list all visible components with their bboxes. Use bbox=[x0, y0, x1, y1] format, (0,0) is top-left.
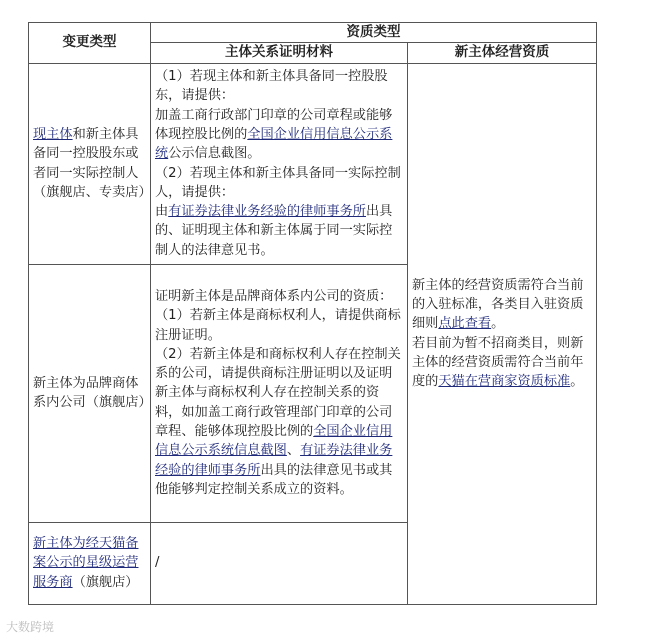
current-entity-link[interactable]: 现主体 bbox=[33, 127, 73, 142]
relation-proof-cell bbox=[151, 63, 408, 264]
change-type-cell bbox=[29, 522, 151, 604]
header-change-type: 变更类型 bbox=[29, 23, 151, 64]
header-qual-type: 资质类型 bbox=[151, 23, 597, 43]
proof-paragraph: （1）若新主体是商标权利人，请提供商标注册证明。 bbox=[155, 308, 401, 343]
watermark: 大数跨境 bbox=[6, 620, 55, 634]
credit-system-link[interactable]: 全国企业信用信息公示系统 bbox=[155, 127, 393, 162]
text-run: 新主体的经营资质需符合当前的入驻标准，各类目入驻资质细则 bbox=[412, 277, 584, 332]
table-row bbox=[29, 63, 597, 264]
view-details-link[interactable]: 点此查看 bbox=[438, 316, 492, 332]
proof-paragraph: （1）若现主体和新主体具备同一控股股东，请提供： bbox=[155, 69, 388, 104]
change-type-cell bbox=[29, 264, 151, 522]
proof-paragraph bbox=[155, 345, 403, 499]
change-type-cell bbox=[29, 63, 151, 264]
tmall-standard-link[interactable]: 天猫在营商家资质标准 bbox=[438, 374, 571, 390]
header-business-qual: 新主体经营资质 bbox=[408, 43, 597, 63]
proof-paragraph: （2）若现主体和新主体具备同一实际控制人，请提供： bbox=[155, 165, 401, 200]
text-run: 出具的法律意见书或其他能够判定控制关系成立的资料。 bbox=[155, 462, 393, 497]
text-run: 、 bbox=[286, 443, 301, 459]
proof-paragraph: 证明新主体是品牌商体系内公司的资质： bbox=[155, 288, 393, 304]
relation-proof-cell bbox=[151, 264, 408, 522]
text-run: 由 bbox=[155, 204, 169, 220]
text-run: （2）若新主体是和商标权利人存在控制关系的公司，请提供商标注册证明以及证明新主体与商标权利人存在控制关系的资料，如加盖工商行政管理部门印章的公司章程、能够体现控股比例的 bbox=[155, 346, 401, 440]
proof-paragraph bbox=[155, 202, 403, 260]
proof-paragraph bbox=[155, 106, 403, 164]
law-firm-link[interactable]: 有证券法律业务经验的律师事务所 bbox=[155, 443, 393, 478]
empty-value: / bbox=[155, 555, 160, 571]
text-run: 。 bbox=[491, 316, 505, 332]
change-type-text: （旗舰店） bbox=[72, 574, 139, 590]
business-qual-cell bbox=[408, 63, 597, 604]
text-run: 加盖工商行政部门印章的公司章程或能够体现控股比例的 bbox=[155, 107, 393, 142]
credit-system-link[interactable]: 全国企业信用信息公示系统信息截图 bbox=[155, 424, 393, 459]
text-run: 。 bbox=[570, 374, 584, 390]
business-paragraph bbox=[412, 334, 592, 392]
header-relation-proof: 主体关系证明材料 bbox=[151, 43, 408, 63]
business-paragraph bbox=[412, 276, 592, 334]
qualification-table bbox=[28, 22, 597, 605]
star-provider-link[interactable]: 新主体为经天猫备案公示的星级运营服务商 bbox=[33, 536, 139, 590]
change-type-text: 和新主体具备同一控股股东或者同一实际控制人（旗舰店、专卖店） bbox=[33, 127, 152, 200]
law-firm-link[interactable]: 有证券法律业务经验的律师事务所 bbox=[168, 204, 366, 220]
text-run: 公示信息截图。 bbox=[168, 146, 261, 162]
change-type-text: 新主体为品牌商体系内公司（旗舰店） bbox=[33, 375, 152, 411]
text-run: 出具的、证明现主体和新主体属于同一实际控制人的法律意见书。 bbox=[155, 204, 393, 258]
relation-proof-cell bbox=[151, 522, 408, 604]
text-run: 若目前为暂不招商类目，则新主体的经营资质需符合当前年度的 bbox=[412, 335, 584, 390]
